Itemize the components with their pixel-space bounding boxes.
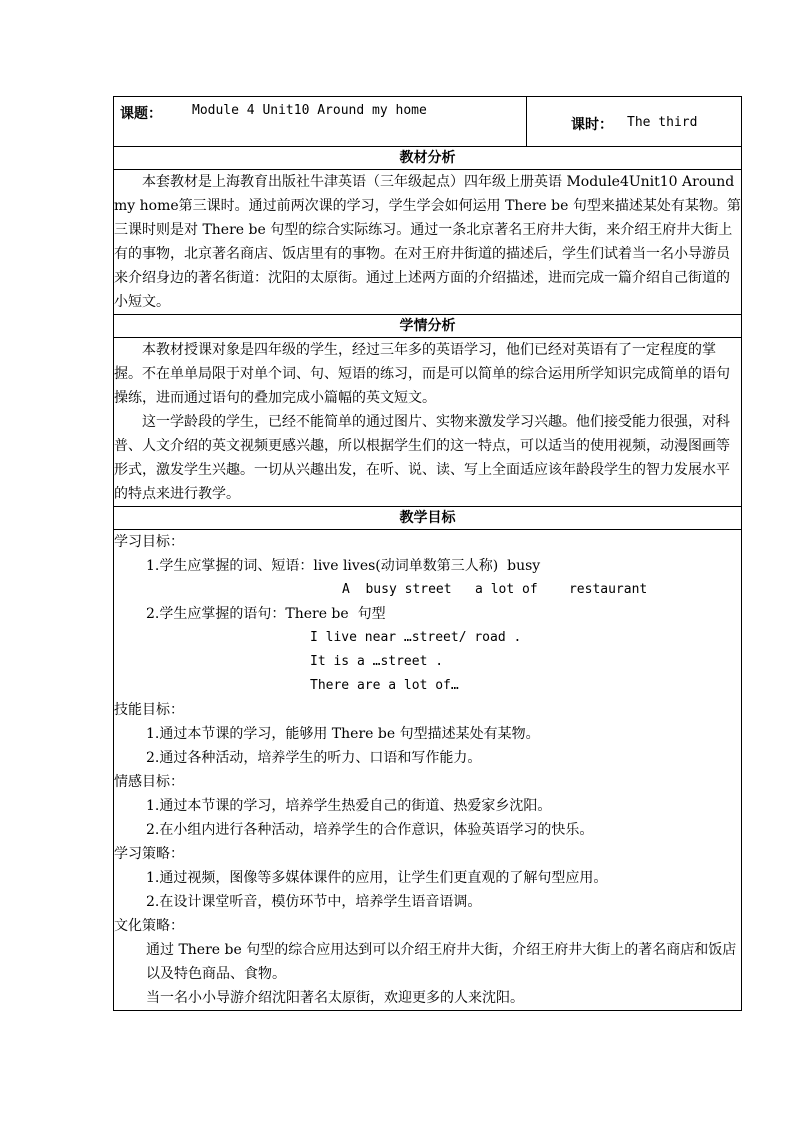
learning-goal-1-phrases: A busy street a lot of restaurant [342, 582, 648, 597]
topic-cell [114, 97, 527, 147]
student-analysis-p2: 这一学龄段的学生，已经不能简单的通过图片、实物来激发学习兴趣。他们接受能力很强，对科普、人文介绍的英文视频更感兴趣，所以根据学生们的这一特点，可以适当的使用视频，动漫图画等形式，激发学生兴趣。一切从兴趣出发，在听、说、读、写上全面适应该年龄段学生的智力发展水平的特点来进行教学。 [114, 414, 730, 502]
lesson-plan-table [113, 96, 742, 1011]
skill-goal-2: 2.通过各种活动，培养学生的听力、口语和写作能力。 [146, 750, 482, 766]
learning-strategy-1: 1.通过视频，图像等多媒体课件的应用，让学生们更直观的了解句型应用。 [146, 870, 608, 886]
learning-strategy-2: 2.在设计课堂听音，模仿环节中，培养学生语音语调。 [146, 894, 482, 910]
culture-strategy-1: 通过 There be 句型的综合应用达到可以介绍王府井大街，介绍王府井大街上的著名商店和饭店以及特色商品、食物。 [146, 942, 737, 982]
skill-goals-label: 技能目标： [114, 702, 184, 718]
textbook-analysis-cell [114, 170, 742, 315]
culture-strategy-2: 当一名小小导游介绍沈阳著名太原街，欢迎更多的人来沈阳。 [146, 990, 524, 1006]
topic-label: 课题： [120, 106, 162, 122]
topic-value: Module 4 Unit10 Around my home [192, 103, 427, 118]
student-analysis-heading: 学情分析 [114, 315, 742, 338]
period-value: The third [627, 115, 698, 130]
textbook-analysis-text: 本套教材是上海教育出版社牛津英语（三年级起点）四年级上册英语 Module4Unit10 Around my home第三课时。通过前两次课的学习，学生学会如何运用 There be 句型来描述某处有某物。第三课时则是对 There be 句型的综合实际练习。通过一条北京著名王府井大街，来介绍王府井大街上有的事物，北京著名商店、饭店里有的事物。在对王府井街道的描述后，学生们试着当一名小导游员来介绍身边的著名街道：沈阳的太原街。通过上述两方面的介绍描述，进而完成一篇介绍自己街道的小短文。 [114, 174, 741, 310]
sentence-pattern-2: It is a …street . [310, 654, 444, 669]
period-label: 课时： [571, 117, 613, 133]
learning-goals-label: 学习目标： [114, 534, 184, 550]
student-analysis-row [114, 338, 742, 507]
objectives-header-row [114, 507, 742, 530]
textbook-analysis-heading: 教材分析 [114, 147, 742, 170]
objectives-row [114, 530, 742, 1011]
learning-goal-1: 1.学生应掌握的词、短语：live lives(动词单数第三人称) busy [146, 558, 541, 574]
culture-strategy-label: 文化策略： [114, 918, 184, 934]
period-cell [527, 97, 742, 147]
student-analysis-p1: 本教材授课对象是四年级的学生，经过三年多的英语学习，他们已经对英语有了一定程度的掌握。不在单单局限于对单个词、句、短语的练习，而是可以简单的综合运用所学知识完成简单的语句操练，进而通过语句的叠加完成小篇幅的英文短文。 [114, 342, 730, 406]
student-analysis-header-row [114, 315, 742, 338]
sentence-pattern-1: I live near …street/ road . [310, 630, 522, 645]
objectives-cell [114, 530, 742, 1011]
student-analysis-cell [114, 338, 742, 507]
emotion-goal-2: 2.在小组内进行各种活动，培养学生的合作意识，体验英语学习的快乐。 [146, 822, 594, 838]
learning-strategy-label: 学习策略： [114, 846, 184, 862]
textbook-analysis-row [114, 170, 742, 315]
learning-goal-2: 2.学生应掌握的语句：There be 句型 [146, 606, 386, 622]
title-row [114, 97, 742, 147]
emotion-goals-label: 情感目标： [114, 774, 184, 790]
sentence-pattern-3: There are a lot of… [310, 678, 459, 693]
emotion-goal-1: 1.通过本节课的学习，培养学生热爱自己的街道、热爱家乡沈阳。 [146, 798, 552, 814]
skill-goal-1: 1.通过本节课的学习，能够用 There be 句型描述某处有某物。 [146, 726, 540, 742]
textbook-analysis-header-row [114, 147, 742, 170]
objectives-heading: 教学目标 [114, 507, 742, 530]
